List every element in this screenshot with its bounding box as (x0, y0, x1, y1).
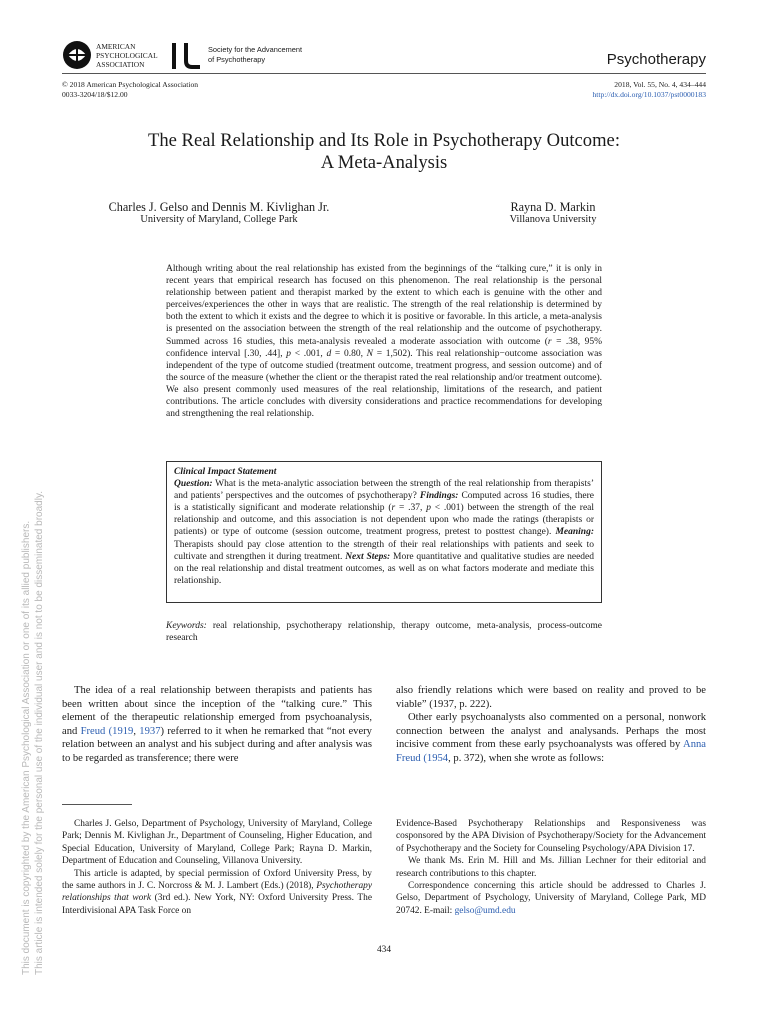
ref-anna-freud-1954[interactable]: Anna Freud (1954 (396, 739, 706, 764)
email-link[interactable]: gelso@umd.edu (454, 905, 516, 916)
apa-logo-icon (62, 40, 92, 70)
header-rule (62, 73, 706, 74)
apa-name: AMERICAN PSYCHOLOGICAL ASSOCIATION (96, 42, 158, 69)
volume-info: 2018, Vol. 55, No. 4, 434–444 http://dx.doi.org/10.1037/pst0000183 (592, 80, 706, 99)
footnote-rule (62, 804, 132, 805)
society-logo-icon (170, 41, 202, 71)
body-column-left: The idea of a real relationship between therapists and patients has been written about since the inception of the “talking cure.” This element of the therapeutic relationship emerged from psychoanalysis, and Freud (1919, 1937) referred to it when he remarked that “not every relation between an analyst and his subject during and after analysis was to be regarded as transference; there were (62, 685, 372, 764)
footnotes-right: Evidence-Based Psychotherapy Relationships and Responsiveness was cosponsored by the APA Division of Psychotherapy/Society for the Advancement of Psychotherapy and the Society for Counseling Psychology/APA Division 17. We thank Ms. Erin M. Hill and Ms. Jillian Lechner for their editorial and research contributions to this chapter. Correspondence concerning this article should be addressed to Charles J. Gelso, Department of Psychology, University of Maryland, College Park, MD 20742. E-mail: gelso@umd.edu (396, 819, 706, 916)
clinical-impact-box (166, 461, 602, 603)
sidebar-line-2: This article is intended solely for the personal use of the individual user and is not to be disseminated broadly. (34, 491, 45, 975)
copyright-info: © 2018 American Psychological Association 0033-3204/18/$12.00 (62, 80, 199, 99)
ref-freud-1919[interactable]: Freud (1919 (80, 725, 134, 737)
copyright-sidebar (20, 255, 46, 975)
sidebar-line-1: This document is copyrighted by the American Psychological Association or one of its allied publishers. (21, 520, 32, 975)
body-column-right: also friendly relations which were based on reality and proved to be viable” (1937, p. 222). Other early psychoanalysts also commented on a personal, nonwork connection between the analyst and analysands. Perhaps the most incisive comment from these early psychoanalysts was offered by Anna Freud (1954, p. 372), when she wrote as follows: (396, 685, 706, 764)
ref-freud-1937[interactable]: 1937 (139, 725, 161, 737)
journal-name: Psychotherapy (606, 51, 706, 68)
authors-right: Rayna D. Markin Villanova University (509, 200, 597, 225)
impact-text: Question: What is the meta-analytic association between the strength of the real relationship from therapists’ and patients’ perspectives and the outcomes of psychotherapy? Findings: Computed across 16 studies, there is a statistically significant and moderate relationship (r = .37, p < .001) between the strength of the real relationship and outcome, and this association is not dependent upon who made the ratings (therapists or patients) or type of outcome (session outcome, treatment progress, pretest to posttest change). Meaning: Therapists should pay close attention to the strength of their real relationships with patients and seek to cultivate and strengthen it during treatment. Next Steps: More quantitative and qualitative studies are needed on the real relationship and distal treatment outcomes, as well as on what factors moderate and mediate this relationship. (174, 479, 595, 586)
society-name: Society for the Advancement of Psychotherapy (208, 45, 303, 64)
authors-left: Charles J. Gelso and Dennis M. Kivlighan Jr. University of Maryland, College Park (108, 200, 330, 225)
doi-link[interactable]: http://dx.doi.org/10.1037/pst0000183 (592, 90, 706, 99)
article-title: The Real Relationship and Its Role in Psychotherapy Outcome: A Meta-Analysis (148, 130, 620, 173)
footnotes-left: Charles J. Gelso, Department of Psychology, University of Maryland, College Park; Dennis M. Kivlighan Jr., Department of Counseling, Higher Education, and Special Education, University of Maryland, College Park; Rayna D. Markin, Department of Education and Counseling, Villanova University. This article is adapted, by special permission of Oxford University Press, by the same authors in J. C. Norcross & M. J. Lambert (Eds.) (2018), Psychotherapy relationships that work (3rd ed.). New York, NY: Oxford University Press. The Interdivisional APA Task Force on (62, 819, 372, 916)
page-number: 434 (376, 945, 392, 955)
impact-heading: Clinical Impact Statement (174, 467, 277, 477)
abstract: Although writing about the real relationship has existed from the beginnings of the “talking cure,” it is only in recent years that empirical research has focused on this phenomenon. The real relationship is the personal relationship between patient and therapist marked by the extent to which each is genuine with the other and perceives/experiences the other in ways that are realistic. The strength of the real relationship is determined by both the extent to which it exists and the degree to which it is positive or favorable. In this article, a meta-analysis is presented on the association between the strength of the real relationship and the outcome of psychotherapy. Summed across 16 studies, this meta-analysis revealed a moderate association with outcome (r = .38, 95% confidence interval [.30, .44], p < .001, d = 0.80, N = 1,502). This real relationship−outcome association was independent of the type of outcome studied (treatment outcome, treatment progress, and session outcome) and of the source of the measure (whether the client or the therapist rated the real relationship and/or treatment outcome). We also present commonly used measures of the real relationship, limitations of the research, and patient contributions. The article concludes with diversity considerations and practice recommendations for developing and strengthening the real relationship. (166, 264, 602, 420)
keywords: Keywords: real relationship, psychotherapy relationship, therapy outcome, meta-analysis, process-outcome research (166, 621, 602, 644)
